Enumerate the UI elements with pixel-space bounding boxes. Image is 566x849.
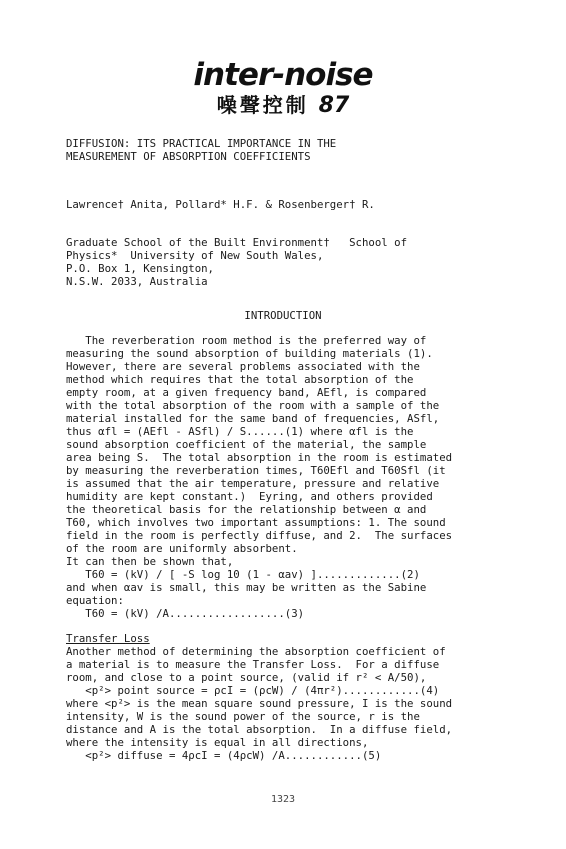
- transfer-line: a material is to measure the Transfer Loss. For a diffuse: [66, 658, 440, 671]
- intro-line: It can then be shown that,: [66, 555, 234, 568]
- intro-line: is assumed that the air temperature, pressure and relative: [66, 477, 440, 490]
- affiliation-line-3: P.O. Box 1, Kensington,: [66, 262, 214, 275]
- intro-line: and when αav is small, this may be written as the Sabine: [66, 581, 427, 594]
- intro-line: measuring the sound absorption of building materials (1).: [66, 347, 433, 360]
- transfer-line: distance and A is the total absorption. In a diffuse field,: [66, 723, 453, 736]
- intro-line: equation:: [66, 594, 124, 607]
- affiliation-line-1: Graduate School of the Built Environment† School of: [66, 236, 408, 249]
- intro-line: the theoretical basis for the relationship between α and: [66, 503, 427, 516]
- conference-logo: [0, 58, 566, 119]
- equation-4: <p²> point source = ρcI = (ρcW) / (4πr²)............(4): [66, 684, 440, 697]
- intro-line: method which requires that the total absorption of the: [66, 373, 414, 386]
- paper-title-line-1: DIFFUSION: ITS PRACTICAL IMPORTANCE IN THE: [66, 137, 337, 150]
- logo-year: 87: [318, 93, 350, 118]
- page-number: 1323: [270, 794, 296, 805]
- equation-2: T60 = (kV) / [ -S log 10 (1 - αav) ].............(2): [66, 568, 420, 581]
- intro-line: of the room are uniformly absorbent.: [66, 542, 298, 555]
- logo-title: inter-noise: [193, 57, 373, 93]
- intro-line: sound absorption coefficient of the material, the sample: [66, 438, 427, 451]
- intro-line: However, there are several problems associated with the: [66, 360, 420, 373]
- intro-line: with the total absorption of the room with a sample of the: [66, 399, 440, 412]
- affiliation-line-4: N.S.W. 2033, Australia: [66, 275, 208, 288]
- affiliation-line-2: Physics* University of New South Wales,: [66, 249, 324, 262]
- transfer-line: where <p²> is the mean square sound pressure, I is the sound: [66, 697, 453, 710]
- transfer-line: intensity, W is the sound power of the source, r is the: [66, 710, 420, 723]
- section-heading-transfer-loss: Transfer Loss: [66, 632, 150, 645]
- transfer-line: room, and close to a point source, (valid if r² < A/50),: [66, 671, 427, 684]
- intro-line: by measuring the reverberation times, T60Efl and T60Sfl (it: [66, 464, 446, 477]
- intro-line: field in the room is perfectly diffuse, and 2. The surfaces: [66, 529, 453, 542]
- logo-chinese-text: 噪聲控制: [216, 93, 309, 117]
- intro-line: The reverberation room method is the preferred way of: [66, 334, 427, 347]
- section-heading-introduction: INTRODUCTION: [244, 309, 322, 322]
- logo-subtitle: [0, 92, 566, 119]
- author-list: Lawrence† Anita, Pollard* H.F. & Rosenberger† R.: [66, 198, 375, 211]
- equation-5: <p²> diffuse = 4ρcI = (4ρcW) /A............(5): [66, 749, 382, 762]
- transfer-line: Another method of determining the absorption coefficient of: [66, 645, 446, 658]
- intro-line: thus αfl = (AEfl - ASfl) / S......(1) where αfl is the: [66, 425, 414, 438]
- intro-line: humidity are kept constant.) Eyring, and others provided: [66, 490, 433, 503]
- intro-line: material installed for the same band of frequencies, ASfl,: [66, 412, 440, 425]
- paper-title-line-2: MEASUREMENT OF ABSORPTION COEFFICIENTS: [66, 150, 311, 163]
- transfer-line: where the intensity is equal in all directions,: [66, 736, 369, 749]
- intro-line: area being S. The total absorption in the room is estimated: [66, 451, 453, 464]
- intro-line: empty room, at a given frequency band, AEfl, is compared: [66, 386, 427, 399]
- equation-3: T60 = (kV) /A..................(3): [66, 607, 305, 620]
- intro-line: T60, which involves two important assumptions: 1. The sound: [66, 516, 446, 529]
